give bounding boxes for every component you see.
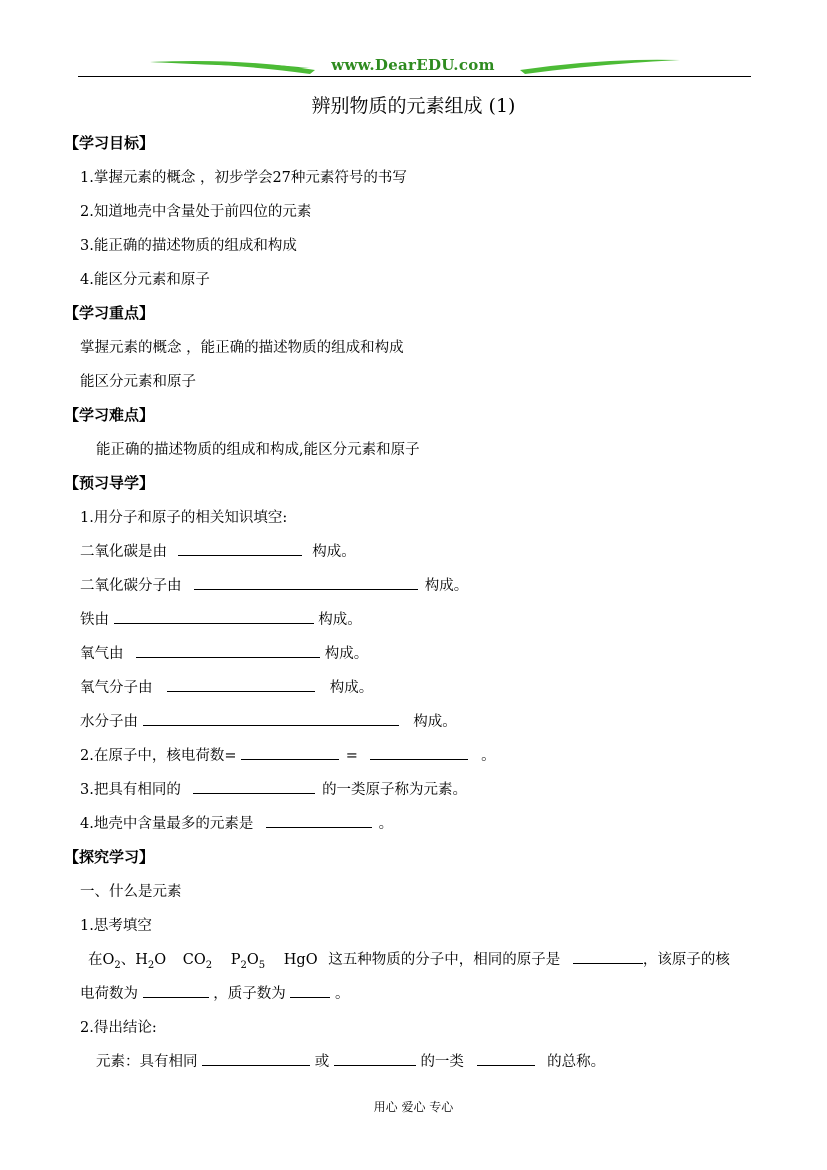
fill-line-co2-molecule: 二氧化碳分子由 构成。: [80, 574, 468, 595]
key-item: 能区分元素和原子: [80, 374, 196, 390]
key-heading: 【学习重点】: [64, 304, 155, 322]
goals-heading: 【学习目标】: [64, 134, 155, 152]
blank[interactable]: [114, 609, 314, 624]
formula-line: 在$O_2$、$H_2O$ $CO_2$ $P_2O_5$ HgO 这五种物质的分子中，相同的原子是 ，该原子的核: [88, 948, 730, 971]
blank[interactable]: [193, 779, 315, 794]
fill-line-q2: 2.在原子中，核电荷数= = 。: [80, 744, 496, 765]
explore-heading: 【探究学习】: [64, 848, 155, 866]
blank[interactable]: [167, 677, 315, 692]
goal-item: 2.知道地壳中含量处于前四位的元素: [80, 204, 312, 220]
blank[interactable]: [143, 711, 399, 726]
fill-line-h2o: 水分子由 构成。: [80, 710, 457, 731]
preview-heading: 【预习导学】: [64, 474, 155, 492]
difficult-heading: 【学习难点】: [64, 406, 155, 424]
goal-item: 1.掌握元素的概念 ，初步学会27种元素符号的书写: [80, 170, 407, 186]
blank[interactable]: [290, 983, 330, 998]
part1-heading: 一、什么是元素: [80, 884, 182, 900]
blank[interactable]: [241, 745, 339, 760]
fill-line-q3: 3.把具有相同的 的一类原子称为元素。: [80, 778, 467, 799]
blank[interactable]: [143, 983, 209, 998]
charge-line: 电荷数为 ，质子数为 。: [80, 982, 349, 1003]
fill-line-fe: 铁由 构成。: [80, 608, 362, 629]
blank[interactable]: [136, 643, 320, 658]
fill-line-o2: 氧气由 构成。: [80, 642, 368, 663]
page-footer: 用心 爱心 专心: [373, 1100, 454, 1114]
preview-intro: 1.用分子和原子的相关知识填空:: [80, 510, 288, 526]
blank[interactable]: [573, 949, 643, 964]
fill-line-q4: 4.地壳中含量最多的元素是 。: [80, 812, 393, 833]
goal-item: 3.能正确的描述物质的组成和构成: [80, 238, 297, 254]
blank[interactable]: [178, 541, 302, 556]
blank[interactable]: [194, 575, 418, 590]
blank[interactable]: [370, 745, 468, 760]
fill-line-co2: 二氧化碳是由 构成。: [80, 540, 356, 561]
key-item: 掌握元素的概念 ，能正确的描述物质的组成和构成: [80, 340, 404, 356]
blank[interactable]: [477, 1051, 535, 1066]
header-logo: [150, 54, 680, 78]
think-heading: 1.思考填空: [80, 918, 152, 934]
fill-line-o2-molecule: 氧气分子由 构成。: [80, 676, 373, 697]
goal-item: 4.能区分元素和原子: [80, 272, 210, 288]
logo-text: www.DearEDU.com: [331, 56, 495, 74]
header-rule: [78, 76, 751, 77]
element-definition-line: 元素：具有相同 或 的一类 的总称。: [96, 1050, 605, 1071]
page-title: 辨别物质的元素组成 (1): [311, 95, 516, 117]
blank[interactable]: [334, 1051, 416, 1066]
difficult-item: 能正确的描述物质的组成和构成,能区分元素和原子: [96, 442, 420, 458]
blank[interactable]: [202, 1051, 310, 1066]
conclude-heading: 2.得出结论:: [80, 1020, 157, 1036]
blank[interactable]: [266, 813, 372, 828]
